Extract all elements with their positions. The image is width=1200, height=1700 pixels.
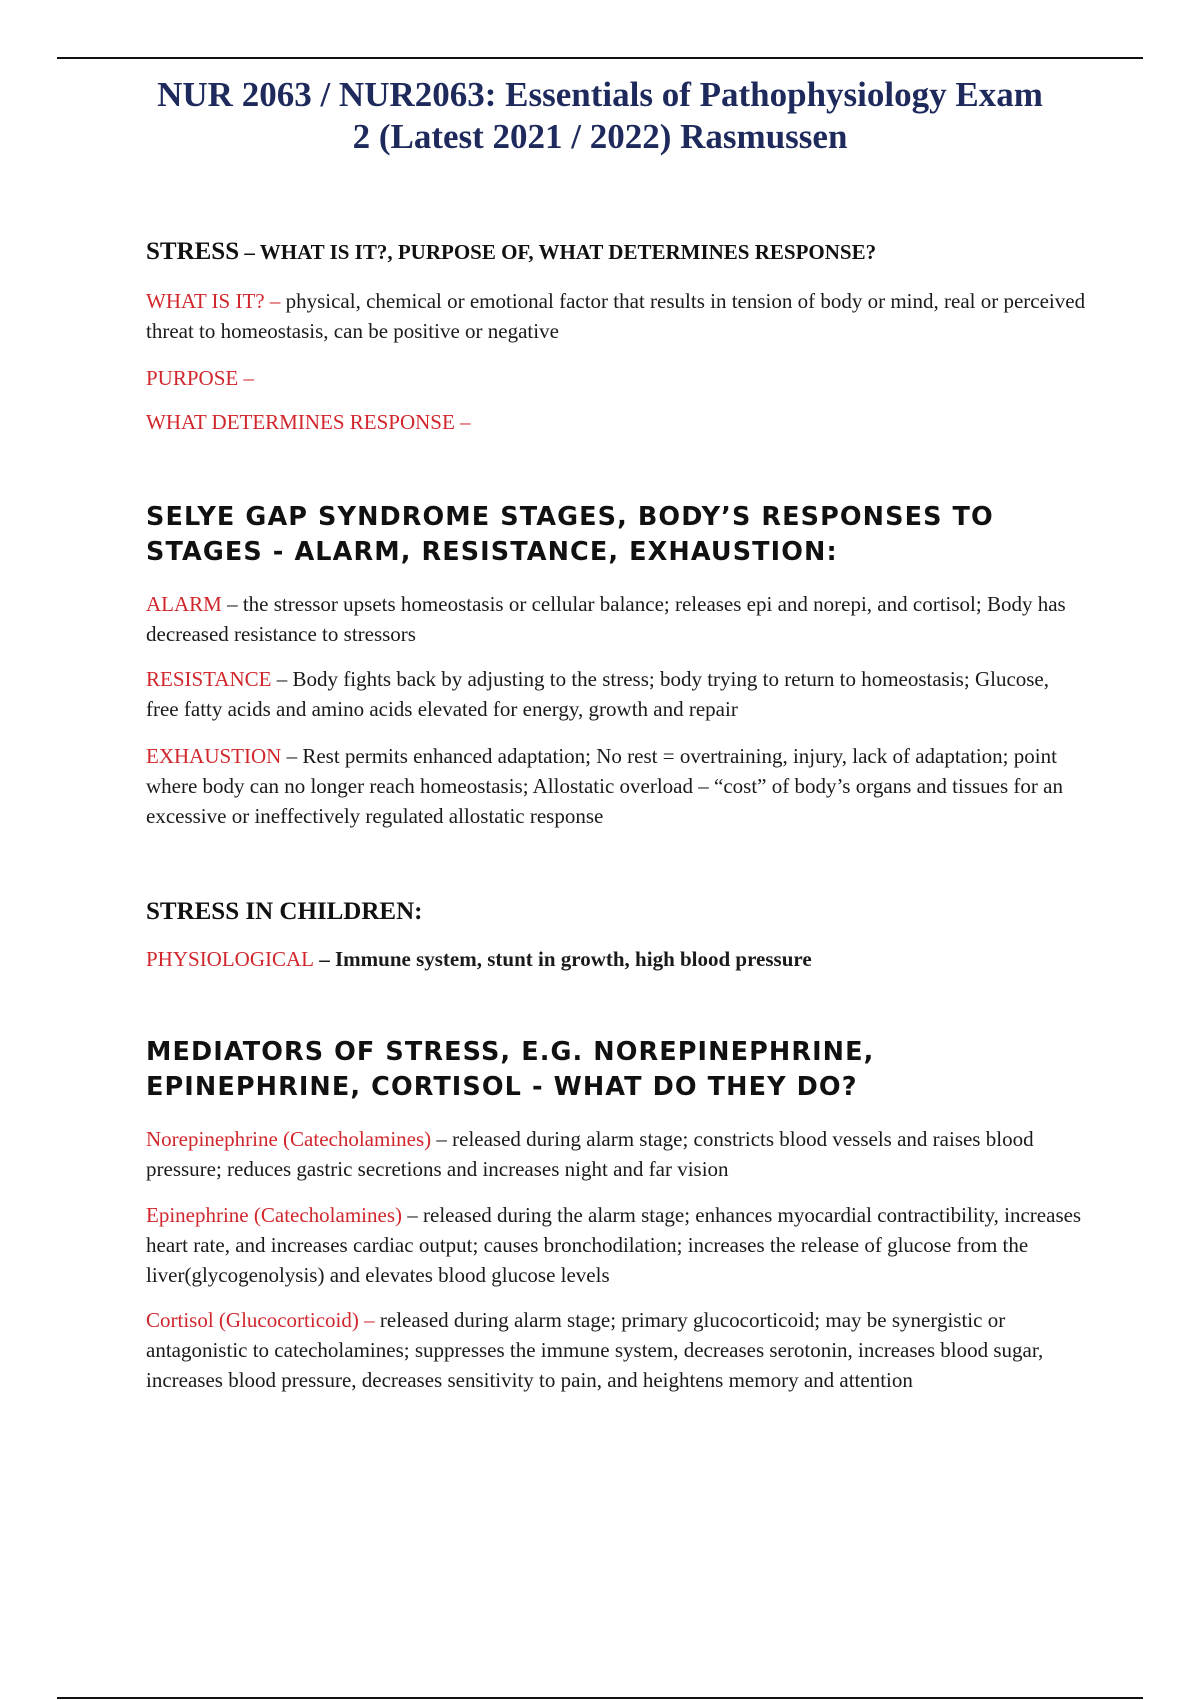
term-text: – Immune system, stunt in growth, high blood pressure [314,947,812,971]
term-text: physical, chemical or emotional factor that results in tension of body or mind, real or perceived threat to homeostasis, can be positive or negative [146,289,1086,343]
term-text: – released during alarm stage; constricts blood vessels and raises blood pressure; reduces gastric secretions and increases night and far vision [146,1127,1034,1181]
term-text: – released during the alarm stage; enhances myocardial contractibility, increases heart rate, and increases cardiac output; causes bronchodilation; increases the release of glucose from the liver(glycogenolysis) and elevates blood glucose levels [146,1203,1082,1287]
top-rule [57,57,1143,59]
heading-line-1: SELYE GAP SYNDROME STAGES, BODY’S RESPONSES TO [146,502,994,532]
definition-purpose [146,363,1086,393]
page-title [130,74,1070,158]
bottom-rule [57,1697,1143,1699]
section-heading: STRESS IN CHILDREN: [146,898,423,925]
term-label: PHYSIOLOGICAL [146,947,314,971]
definition-alarm [146,589,1086,649]
term-label: Cortisol (Glucocorticoid) – [146,1308,375,1332]
section-heading [146,500,1086,570]
section-heading [146,1035,1086,1105]
section-stress-in-children [146,896,1086,928]
section-heading [146,236,1086,268]
definition-cortisol [146,1305,1086,1395]
term-label: Norepinephrine (Catecholamines) [146,1127,432,1151]
definition-what-determines-response [146,407,1086,437]
term-label: WHAT DETERMINES RESPONSE – [146,410,471,434]
term-label: ALARM [146,592,222,616]
section-stress [146,236,1086,268]
term-text: released during alarm stage; primary glucocorticoid; may be synergistic or antagonistic to catecholamines; suppresses the immune system, decreases serotonin, increases blood sugar, increases blood pressure, decreases sensitivity to pain, and heightens memory and attention [146,1308,1044,1392]
term-label: Epinephrine (Catecholamines) [146,1203,402,1227]
definition-exhaustion [146,741,1086,831]
heading-line-2: STAGES - ALARM, RESISTANCE, EXHAUSTION: [146,537,838,567]
definition-norepinephrine [146,1124,1086,1184]
definition-what-is-it [146,286,1086,346]
definition-resistance [146,664,1086,724]
heading-line-2: EPINEPHRINE, CORTISOL - WHAT DO THEY DO? [146,1072,858,1102]
definition-physiological [146,944,1086,974]
title-line-1: NUR 2063 / NUR2063: Essentials of Pathophysiology Exam [157,75,1043,114]
heading-main: STRESS [146,238,240,265]
term-text: – Body fights back by adjusting to the stress; body trying to return to homeostasis; Glucose, free fatty acids and amino acids elevated for energy, growth and repair [146,667,1050,721]
heading-line-1: MEDIATORS OF STRESS, E.G. NOREPINEPHRINE, [146,1037,875,1067]
term-label: PURPOSE – [146,366,254,390]
term-label: WHAT IS IT? – [146,289,281,313]
term-text: – the stressor upsets homeostasis or cellular balance; releases epi and norepi, and cortisol; Body has decreased resistance to stressors [146,592,1066,646]
term-label: EXHAUSTION [146,744,282,768]
title-line-2: 2 (Latest 2021 / 2022) Rasmussen [352,117,848,156]
heading-sub: – WHAT IS IT?, PURPOSE OF, WHAT DETERMINES RESPONSE? [239,240,877,264]
term-label: RESISTANCE [146,667,272,691]
section-mediators-of-stress [146,1035,1086,1105]
term-text: – Rest permits enhanced adaptation; No rest = overtraining, injury, lack of adaptation; point where body can no longer reach homeostasis; Allostatic overload – “cost” of body’s organs and tissues for an excessive or ineffectively regulated allostatic response [146,744,1063,828]
section-selye-stages [146,500,1086,570]
definition-epinephrine [146,1200,1086,1290]
